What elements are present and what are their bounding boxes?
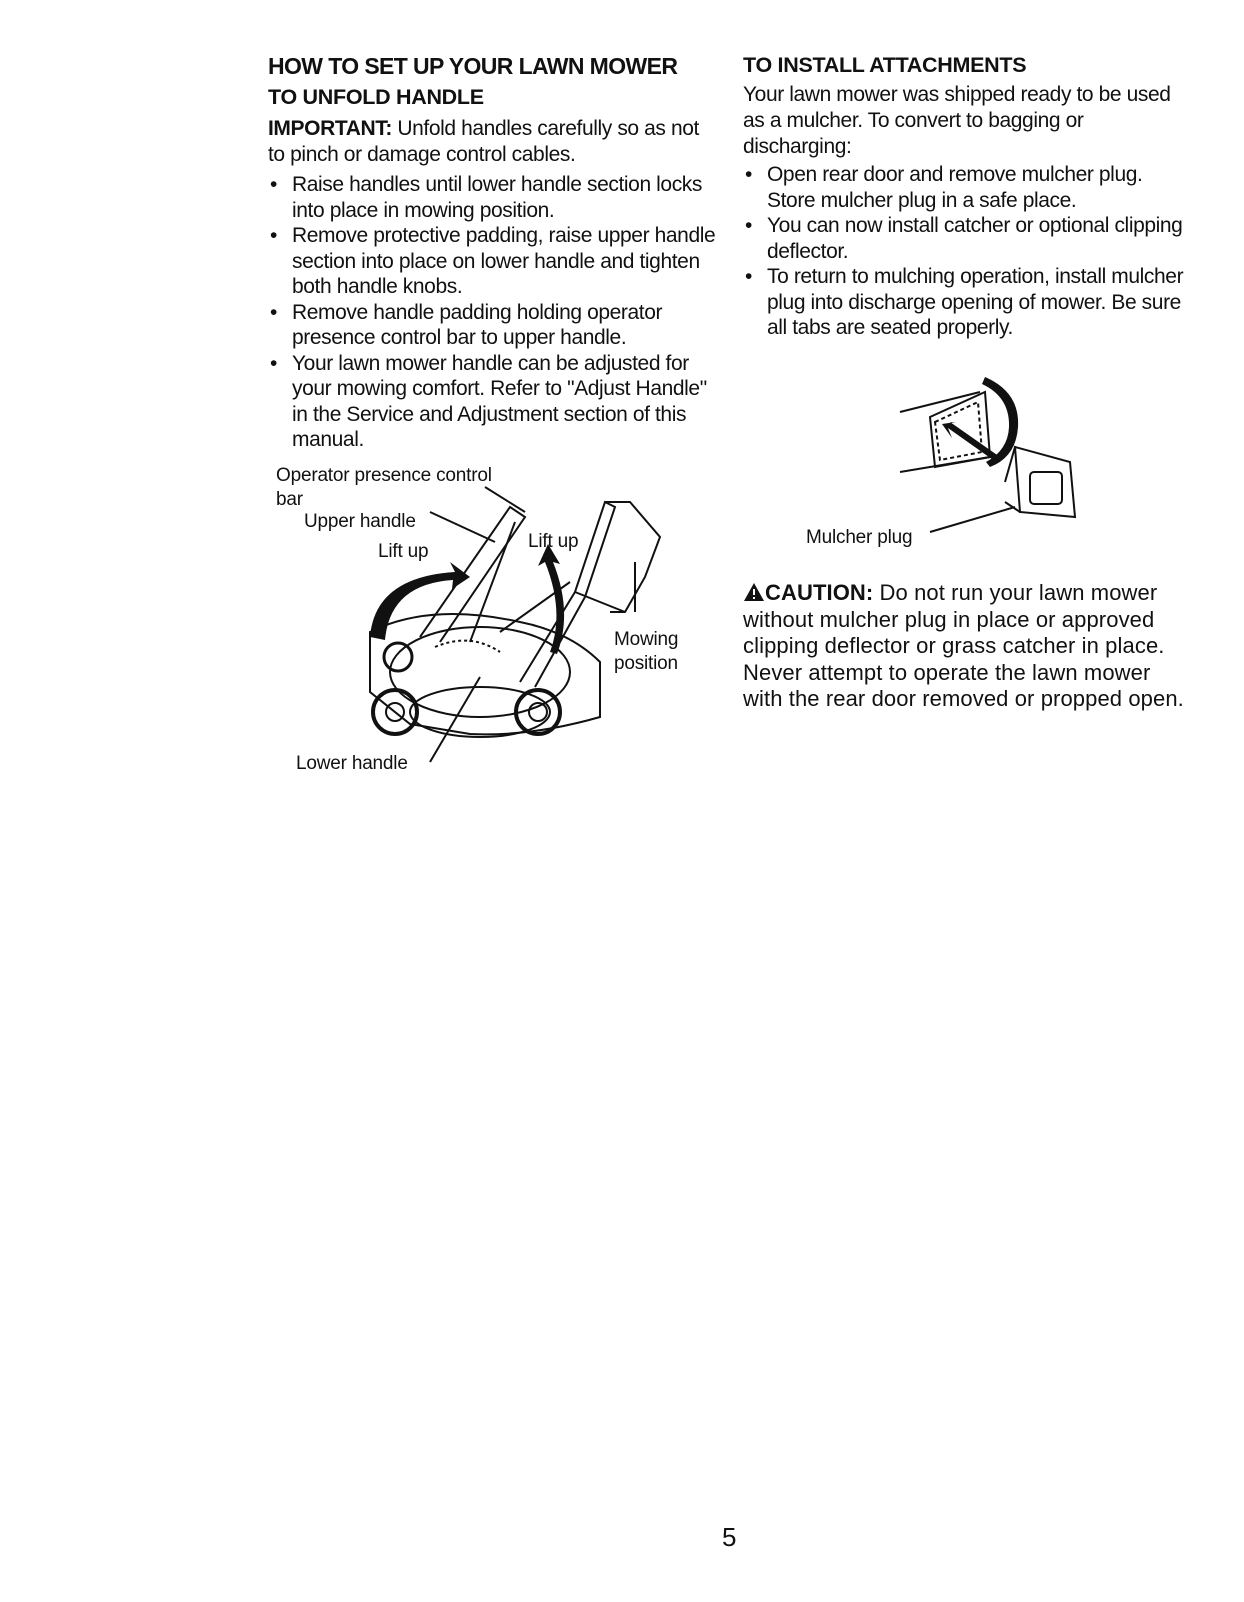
list-item: • Open rear door and remove mulcher plug. Store mulcher plug in a safe place. [745,163,1143,212]
attachments-intro: Your lawn mower was shipped ready to be used as a mulcher. To convert to bagging or discharging: [743,83,1171,158]
attachments-steps-list [743,162,1188,341]
label-operator-bar-2: bar [276,489,303,510]
label-position: position [614,653,678,674]
important-text: Unfold handles carefully so as not to pinch or damage control cables. [268,117,699,166]
unfold-steps-list [268,172,718,453]
label-operator-bar: Operator presence control [276,465,492,486]
section-title: HOW TO SET UP YOUR LAWN MOWER [268,53,678,79]
label-lift-up-left: Lift up [378,541,429,562]
list-item: • You can now install catcher or optional clipping deflector. [745,214,1183,263]
label-upper-handle: Upper handle [304,511,416,532]
caution-text: Do not run your lawn mower without mulcher plug in place or approved clipping deflector or grass catcher in place. Never attempt to operate the lawn mower with the rear door removed or propped open. [743,580,1184,711]
list-item: • Raise handles until lower handle section locks into place in mowing position. [270,173,703,222]
list-item: • Remove handle padding holding operator presence control bar to upper handle. [270,300,663,349]
label-lower-handle: Lower handle [296,753,408,774]
left-column [268,52,718,453]
attachments-title: TO INSTALL ATTACHMENTS [743,53,1027,77]
subsection-title: TO UNFOLD HANDLE [268,85,484,109]
list-item: • To return to mulching operation, install mulcher plug into discharge opening of mower. Be sure all tabs are seated properly. [745,265,1184,339]
label-lift-up-right: Lift up [528,531,579,552]
caution-label: CAUTION: [765,580,874,605]
important-label: IMPORTANT: [268,117,392,140]
label-mowing: Mowing [614,629,679,650]
label-mulcher-plug: Mulcher plug [806,527,913,548]
page-number: 5 [722,1522,737,1552]
list-item: • Your lawn mower handle can be adjusted for your mowing comfort. Refer to "Adjust Handle" in the Service and Adjustment section of this manual. [270,351,707,451]
caution-notice [743,580,1193,713]
warning-icon [743,582,765,602]
right-column [743,52,1188,341]
mulcher-plug-illustration [890,372,1090,537]
important-note [268,116,718,168]
list-item: • Remove protective padding, raise upper handle section into place on lower handle and tighten both handle knobs. [270,224,716,298]
